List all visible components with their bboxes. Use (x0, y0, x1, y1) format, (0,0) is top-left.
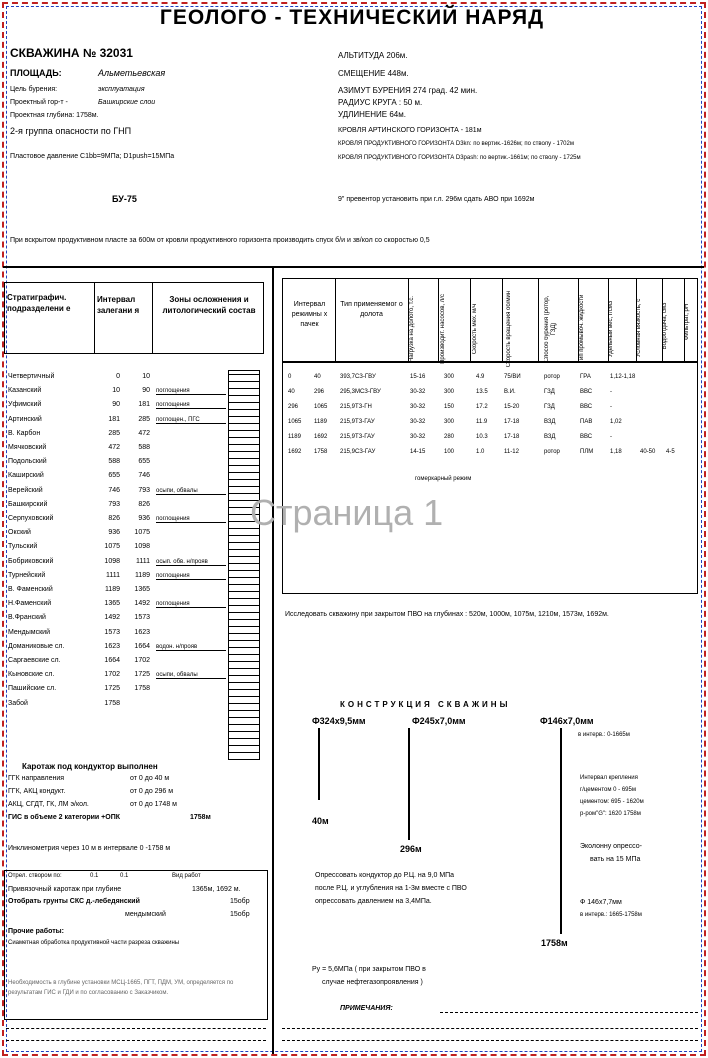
strat-name: Уфимский (8, 401, 42, 409)
test-line-2: после Р.Ц. и углубления на 1-3м вместе с ПВО (315, 885, 467, 892)
lithology-column (228, 370, 260, 760)
dash-line-left-2 (6, 1040, 266, 1041)
drill-cell: 17-18 (504, 419, 520, 425)
strat-to: 1725 (134, 671, 150, 679)
drill-header: Условная вязкость, с (636, 298, 642, 358)
drill-cell: ГЗД (544, 389, 555, 395)
drill-cell: - (610, 404, 612, 410)
strat-from: 181 (108, 415, 120, 423)
drill-cell: 300 (444, 374, 455, 380)
casing-d3-note: в интерв.: 0-1665м (578, 732, 630, 738)
drill-col-sep (538, 278, 539, 362)
cement-2: цементом: 695 - 1620м (580, 799, 644, 805)
strat-to: 285 (138, 415, 150, 423)
strat-name: Подольский (8, 458, 47, 466)
strat-zone: поглощения (156, 573, 226, 580)
works-line-2: Отобрать грунты СКС д.-лебедянский (8, 898, 140, 905)
drill-cell: 11-12 (504, 449, 519, 455)
drill-cell: 10.3 (476, 434, 488, 440)
strat-to: 1664 (134, 642, 150, 650)
drill-header: Тип промывоч. жидкости (579, 294, 585, 364)
drill-cell: 1,02 (610, 419, 622, 425)
strat-name: Пашийские сл. (8, 685, 57, 693)
drill-cell: ВВС (580, 404, 593, 410)
drill-cell: ВВС (580, 434, 593, 440)
altitude: АЛЬТИТУДА 206м. (338, 51, 408, 60)
strat-name: Четвертичный (8, 373, 55, 380)
drill-mode: гомеркарный режим (415, 476, 472, 482)
works-head-1: Отрел. створом по: (8, 873, 62, 879)
strat-from: 1189 (104, 586, 120, 593)
drill-header: Тип применяемог о долота (340, 301, 403, 318)
drill-cell: 0 (288, 374, 292, 380)
drill-cell: ПЛМ (580, 449, 594, 455)
drill-cell: 1065 (288, 419, 302, 425)
page-watermark: Страница 1 (250, 492, 444, 533)
drill-cell: ГЗД (544, 404, 555, 410)
strat-to: 1098 (134, 543, 150, 551)
strat-from: 1623 (104, 642, 120, 650)
drill-cell: - (610, 434, 612, 440)
drill-cell: 215,9ТЗ-ГН (340, 404, 372, 410)
strat-header-sep1 (94, 282, 95, 354)
cement-1: г/цементом 0 - 695м (580, 787, 636, 793)
logging-label: ГГК, АКЦ кондукт. (8, 788, 66, 795)
drill-cell: 14-15 (410, 449, 426, 455)
rig-type: БУ-75 (112, 194, 137, 204)
roof-d3kn: КРОВЛЯ ПРОДУКТИВНОГО ГОРИЗОНТА D3kn: по вертик.-1626м; по стволу - 1702м (338, 141, 574, 147)
strat-from: 472 (108, 444, 120, 451)
works-line-1-value: 1365м, 1692 м. (192, 886, 241, 893)
offset: СМЕЩЕНИЕ 448м. (338, 69, 409, 78)
drill-cell: 11.9 (476, 419, 488, 425)
strat-zone: поглощен., ПГС (156, 417, 226, 424)
drill-cell: 4-5 (666, 449, 675, 455)
works-line-3: мендымский (125, 911, 166, 918)
strat-to: 472 (138, 429, 150, 437)
strat-from: 1111 (105, 571, 120, 579)
strat-zone: осыпи, обвалы (156, 672, 226, 679)
depth-296: 296м (400, 844, 422, 854)
logging-title: Каротаж под кондуктор выполнен (22, 762, 158, 771)
strat-zone: поглощения (156, 402, 226, 409)
drill-cell: 1692 (288, 449, 302, 455)
area-label: ПЛОЩАДЬ: (10, 68, 62, 78)
works-line-2-value: 15обр (230, 898, 250, 905)
drill-header: Скорость мех. м/ч (472, 303, 478, 355)
strat-zone: водон. н/прояв (156, 644, 226, 651)
strat-to: 1623 (134, 628, 150, 636)
strat-name: Бобриковский (8, 557, 54, 565)
strat-name: Окский (8, 529, 31, 537)
strat-name: Саргаевские сл. (8, 657, 61, 664)
strat-name: Турнейский (8, 571, 46, 579)
strat-name: Мендымский (8, 628, 50, 636)
area-value: Альметьевская (98, 68, 166, 78)
strat-to: 181 (138, 401, 150, 409)
works-head-3: 0.1 (120, 873, 129, 879)
drill-cell: 40 (314, 374, 321, 380)
strat-name: В. Фаменский (8, 586, 53, 593)
ru-line-1: Ру = 5,6МПа ( при закрытом ПВО в (312, 966, 426, 973)
casing-f2-note: в интерв.: 1665-1758м (580, 912, 642, 918)
strat-from: 1492 (104, 614, 120, 622)
strat-name: В.Франский (8, 614, 46, 622)
strat-from: 10 (112, 387, 120, 395)
drill-cell: 1.0 (476, 449, 485, 455)
logging-label: АКЦ, СГДТ, ГК, ЛМ э/кол. (8, 801, 89, 808)
danger-group: 2-я группа опасности по ГНП (10, 126, 132, 136)
logging-value: от 0 до 296 м (130, 788, 174, 795)
strat-zone: поглощения (156, 388, 226, 395)
horizon-label: Проектный гор-т - (10, 99, 68, 106)
drill-cell: 300 (444, 419, 455, 425)
strat-name: Кыновские сл. (8, 671, 55, 679)
drill-cell: 30-32 (410, 389, 426, 395)
strat-to: 826 (138, 500, 150, 508)
strat-zone: осып. обв. н/прояв (156, 559, 226, 566)
works-line-1: Привязочный каротаж при глубине (8, 886, 122, 893)
cement-3: р-ром"G": 1620 1758м (580, 811, 641, 817)
drill-cell: 295,3МСЗ-ГВУ (340, 389, 381, 395)
drill-cell: 17-18 (504, 434, 520, 440)
works-line-3-value: 15обр (230, 911, 250, 918)
drill-cell: 280 (444, 434, 455, 440)
strat-to: 936 (138, 515, 150, 522)
strat-to: 1365 (134, 586, 150, 593)
drill-header: Водоотдача, см3 (662, 302, 668, 350)
drill-cell: 75/ВИ (504, 374, 521, 380)
treatment-note: Сиаметная обработка продуктивной части разреза скважины (8, 940, 180, 946)
strat-zone: поглощения (156, 516, 226, 523)
dash-line-right-2 (282, 1028, 698, 1029)
well-number: СКВАЖИНА № 32031 (10, 46, 133, 60)
drill-body-box (282, 362, 698, 594)
strat-col-3: Зоны осложнения и литологический состав (162, 295, 256, 315)
drill-cell: 15-16 (410, 374, 426, 380)
strat-from: 1664 (104, 657, 120, 664)
drill-cell: 1758 (314, 449, 328, 455)
strat-from: 1573 (104, 628, 120, 636)
casing-d2: Ф245х7,0мм (412, 716, 466, 726)
strat-from: 285 (108, 429, 120, 437)
drill-cell: 100 (444, 449, 455, 455)
strat-name: Мячковский (8, 444, 47, 451)
strat-to: 588 (138, 444, 150, 451)
strat-to: 1492 (134, 600, 150, 608)
ek-test-2: вать на 15 МПа (590, 856, 641, 863)
strat-to: 90 (142, 387, 150, 395)
drill-header: Нагрузка на долото, т.с. (409, 295, 415, 363)
drill-cell: 296 (288, 404, 299, 410)
strat-to: 1702 (134, 657, 150, 664)
purpose-value: эксплуатация (98, 86, 145, 93)
drill-cell: 1,12-1,18 (610, 374, 636, 380)
strat-from: 90 (112, 401, 120, 409)
drill-cell: В.И. (504, 389, 516, 395)
drill-header: Способ бурения (ротор, ГЗД) (544, 295, 557, 363)
casing-d1: Ф324х9,5мм (312, 716, 366, 726)
strat-from: 0 (116, 373, 120, 380)
panel-divider (272, 266, 274, 1054)
dash-line-right-1 (440, 1012, 698, 1013)
drill-cell: ротор (544, 449, 560, 455)
casing-line-1 (318, 728, 320, 800)
drill-cell: 215,9ТЗ-ГАУ (340, 419, 375, 425)
strat-from: 1365 (104, 600, 120, 608)
drill-cell: 30-32 (410, 404, 426, 410)
logging-value: от 0 до 40 м (130, 775, 170, 782)
casing-d3: Ф146х7,0мм (540, 716, 594, 726)
drill-cell: ВВС (580, 389, 593, 395)
purpose-label: Цель бурения: (10, 86, 58, 93)
drill-cell: 1189 (288, 434, 301, 440)
drill-cell: 215,9ТЗ-ГАУ (340, 434, 375, 440)
drill-cell: ротор (544, 374, 560, 380)
strat-name: Тульский (8, 543, 38, 551)
test-line-3: опрессовать давлением на 3,4МПа. (315, 898, 432, 905)
drill-cell: 13.5 (476, 389, 488, 395)
drill-cell: 150 (444, 404, 455, 410)
circle-radius: РАДИУС КРУГА : 50 м. (338, 98, 423, 107)
logging-value: 1758м (190, 814, 211, 821)
strat-name: Казанский (8, 387, 42, 395)
drill-cell: 296 (314, 389, 325, 395)
works-head-2: 0.1 (90, 873, 99, 879)
horizon-value: Башкирские слои (98, 99, 156, 106)
drill-header: Интервал режимны х пачек (291, 301, 328, 328)
casing-line-2 (408, 728, 410, 840)
drill-header: Производит. насосов, л/с (440, 294, 446, 364)
drill-header: Удельный вес, г/см3 (608, 300, 614, 358)
logging-label: ГГК направления (8, 775, 65, 782)
strat-name: Доманиковые сл. (8, 642, 65, 650)
roof-artinsk: КРОВЛЯ АРТИНСКОГО ГОРИЗОНТА - 181м (338, 127, 482, 134)
inclinometry: Инклинометрия через 10 м в интервале 0 -1758 м (8, 845, 171, 852)
drill-cell: 17.2 (476, 404, 488, 410)
strat-to: 793 (138, 486, 150, 494)
strat-to: 1075 (134, 529, 150, 537)
strat-from: 1098 (104, 557, 120, 565)
strat-name: Н.Фаменский (8, 600, 52, 608)
drill-cell: 15-20 (504, 404, 520, 410)
strat-name: Забой (8, 699, 28, 707)
strat-to: 1758 (134, 685, 150, 693)
drill-col-sep (438, 278, 439, 362)
notes-label: ПРИМЕЧАНИЯ: (340, 1005, 393, 1012)
ek-test-1: Эколонну опрессо- (580, 843, 642, 850)
strat-from: 936 (108, 529, 120, 537)
construction-title: КОНСТРУКЦИЯ СКВАЖИНЫ (340, 700, 511, 709)
works-head-4: Вид работ (172, 873, 201, 879)
dash-line-right-3 (282, 1040, 698, 1041)
strat-from: 655 (108, 472, 120, 480)
formation-pressure: Пластовое давление С1bb=9МПа; D1push=15МПа (10, 153, 175, 160)
strat-to: 746 (138, 472, 150, 480)
depth-40: 40м (312, 816, 329, 826)
drill-cell: 393,7СЗ-ГВУ (340, 374, 376, 380)
strat-col-1: Стратиграфич. подразделени е (7, 293, 71, 313)
strat-from: 1702 (104, 671, 120, 679)
drill-cell: - (610, 389, 612, 395)
strat-to: 1573 (134, 614, 150, 622)
strat-from: 1725 (104, 685, 120, 693)
other-works: Прочие работы: (8, 928, 64, 935)
strat-name: Башкирский (8, 500, 48, 508)
dash-line-left-1 (6, 1028, 266, 1029)
strat-name: Каширский (8, 472, 44, 480)
ru-line-2: случае нефтегазопроявления ) (322, 979, 423, 986)
drill-cell: 30-32 (410, 434, 426, 440)
strat-name: В. Карбон (8, 429, 41, 437)
strat-from: 746 (108, 486, 120, 494)
project-depth: Проектная глубина: 1758м. (10, 112, 99, 119)
test-line-1: Опрессовать кондуктор до Р.Ц. на 9,0 МПа (315, 872, 455, 879)
strat-name: Верейский (8, 486, 43, 494)
drill-cell: 30-32 (410, 419, 426, 425)
strat-from: 793 (108, 500, 120, 508)
header-divider (3, 266, 704, 268)
drill-cell: ВЗД (544, 434, 556, 440)
strat-zone: осыпи, обвалы (156, 488, 226, 495)
strat-from: 1075 (104, 543, 120, 551)
drill-cell: 1,18 (610, 449, 622, 455)
cement-title: Интервал крепления (580, 775, 638, 781)
drill-cell: 4.9 (476, 374, 485, 380)
logging-value: от 0 до 1748 м (130, 801, 177, 808)
document-title: ГЕОЛОГО - ТЕХНИЧЕСКИЙ НАРЯД (159, 6, 545, 29)
strat-col-2: Интервал залегани я (97, 295, 140, 315)
azimuth: АЗИМУТ БУРЕНИЯ 274 град. 42 мин. (338, 86, 478, 95)
strat-name: Артинский (8, 415, 42, 423)
strat-zone: поглощения (156, 601, 226, 608)
drill-cell: 1189 (314, 419, 327, 425)
drill-header: Фильтрат, pH (684, 303, 690, 341)
strat-header-sep2 (152, 282, 153, 354)
preventer-note: 9" превентор установить при г.л. 296м сдать АВО при 1692м (338, 196, 535, 203)
strat-name: Серпуховский (8, 515, 54, 522)
drill-cell: ПАВ (580, 419, 593, 425)
roof-d3pash: КРОВЛЯ ПРОДУКТИВНОГО ГОРИЗОНТА D3pash: по вертик.-1661м; по стволу - 1725м (338, 155, 581, 161)
strat-from: 1758 (104, 699, 120, 707)
strat-from: 826 (108, 515, 120, 522)
drill-cell: ВЗД (544, 419, 556, 425)
logging-label: ГИС в объеме 2 категории +ОПК (8, 814, 120, 821)
elongation: УДЛИНЕНИЕ 64м. (338, 110, 406, 119)
depth-1758: 1758м (541, 938, 568, 948)
casing-f2: Ф 146х7,7мм (580, 899, 622, 906)
drill-cell: 1065 (314, 404, 328, 410)
strat-to: 10 (142, 373, 150, 380)
warning-note: При вскрытом продуктивном пласте за 600м от кровли продуктивного горизонта производить спуск б/и и зв/кол со скоростью 0,5 (10, 237, 430, 244)
strat-to: 1111 (135, 557, 150, 565)
drill-col-sep (335, 278, 336, 362)
strat-from: 588 (108, 458, 120, 466)
drill-cell: 40 (288, 389, 295, 395)
drill-cell: 215,9СЗ-ГАУ (340, 449, 376, 455)
drill-header: Скорость вращения об/мин (506, 290, 512, 368)
casing-line-3 (560, 728, 562, 934)
pvo-note: Исследовать скважину при закрытом ПВО на глубинах : 520м, 1000м, 1075м, 1210м, 1573м, 1692м. (285, 611, 609, 618)
drill-cell: ГРА (580, 374, 591, 380)
drill-col-sep (470, 278, 471, 362)
msc-note: Необходимость в глубине установки МСЦ-1665, ПГТ, ПДМ, УМ, определяется по результатам ГИС и ГДИ и по согласованию с Заказчиком. (8, 980, 234, 996)
drill-col-sep (502, 278, 503, 362)
drill-cell: 1692 (314, 434, 328, 440)
drill-cell: 300 (444, 389, 455, 395)
strat-to: 1189 (134, 571, 150, 579)
strat-to: 655 (138, 458, 150, 466)
drill-cell: 40-50 (640, 449, 656, 455)
